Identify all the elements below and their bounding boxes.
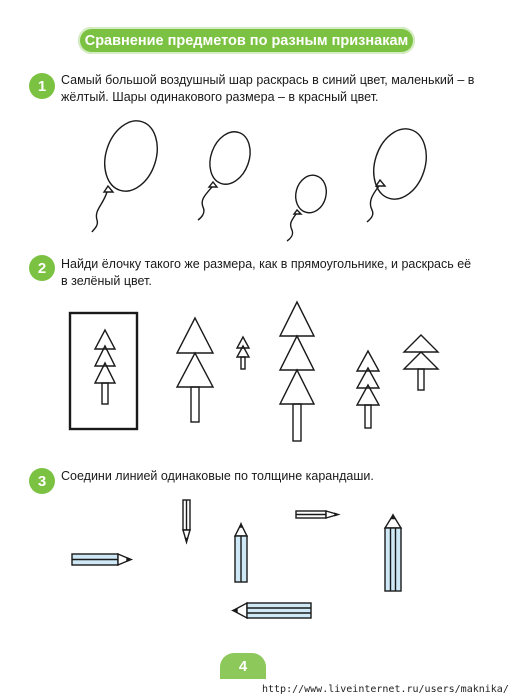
task-1-text: Самый большой воздушный шар раскрась в синий цвет, маленький – в жёлтый. Шары одинакового размера – в красный цвет. xyxy=(61,73,475,104)
pencil-medium-vertical xyxy=(235,524,247,582)
task-3-number: 3 xyxy=(29,468,55,494)
task-3-text: Соедини линией одинаковые по толщине карандаши. xyxy=(61,469,374,483)
page-title: Сравнение предметов по разным признакам xyxy=(78,27,415,54)
task-1-number: 1 xyxy=(29,73,55,99)
reference-frame xyxy=(70,313,137,429)
pencil-thin-vertical xyxy=(183,500,190,542)
balloon-large-1 xyxy=(92,114,166,232)
tree-tall xyxy=(280,302,314,441)
tree-tiny xyxy=(237,337,249,369)
pencil-medium-horizontal xyxy=(72,554,131,565)
tree-matching xyxy=(357,351,379,428)
balloon-medium xyxy=(198,126,257,220)
tree-in-frame xyxy=(95,330,115,404)
pencil-thick-vertical xyxy=(385,515,401,591)
tree-wide xyxy=(404,335,438,390)
watermark-url: http://www.liveinternet.ru/users/maknika/ xyxy=(262,684,509,695)
task-2-text: Найди ёлочку такого же размера, как в прямоугольнике, и раскрась её в зелёный цвет. xyxy=(61,257,472,288)
balloon-small xyxy=(287,172,330,241)
task-2-number: 2 xyxy=(29,255,55,281)
pencil-thick-horizontal xyxy=(233,603,311,618)
pencil-thin-horizontal xyxy=(296,511,338,518)
balloon-large-2 xyxy=(365,122,435,222)
tree-two-tier xyxy=(177,318,213,422)
page-number: 4 xyxy=(220,653,266,679)
